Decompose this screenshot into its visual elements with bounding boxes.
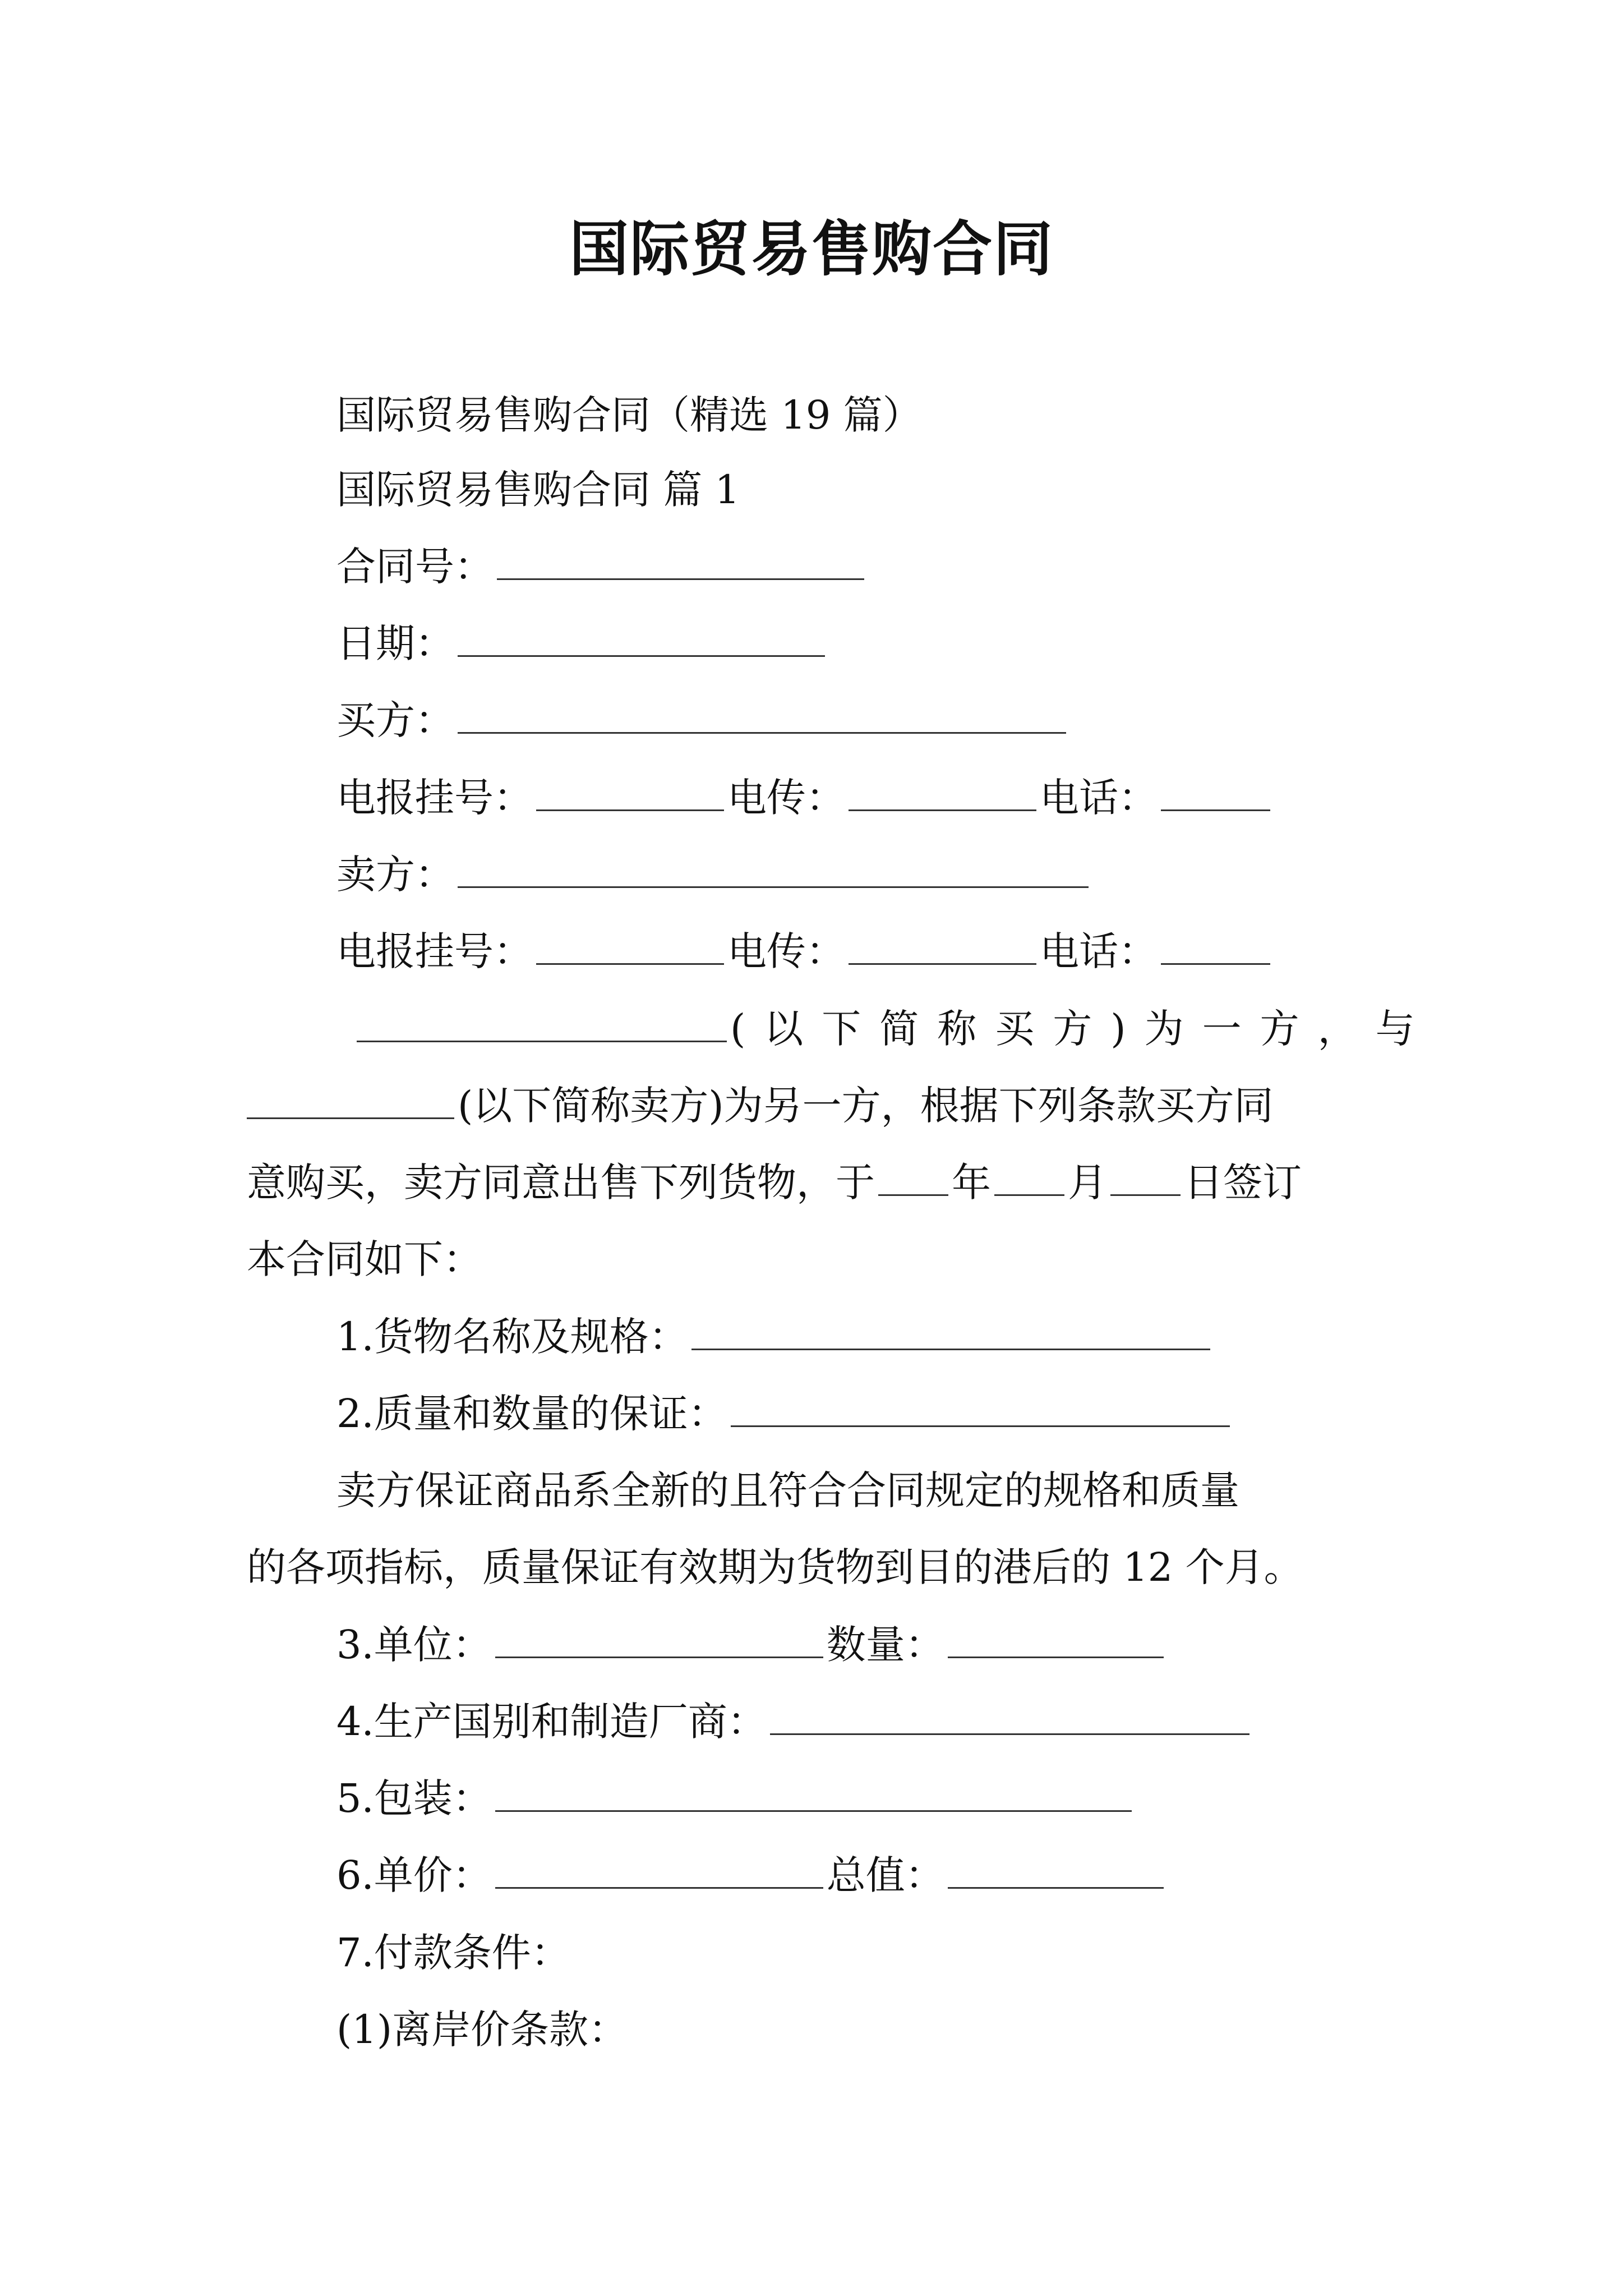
- clause-7-label: 7.付款条件：: [336, 1930, 570, 1976]
- seller-telegraph-blank[interactable]: [536, 924, 724, 965]
- buyer-phone-blank[interactable]: [1161, 770, 1270, 811]
- unit-blank[interactable]: [495, 1617, 823, 1658]
- total-value-label: 总值：: [826, 1852, 944, 1898]
- buyer-name-blank[interactable]: [357, 1001, 727, 1042]
- clause-5-label: 5.包装：: [336, 1775, 492, 1821]
- quality-line-1: 卖方保证商品系全新的且符合合同规定的规格和质量: [336, 1467, 1239, 1513]
- seller-row: [336, 846, 1092, 903]
- month-blank[interactable]: [994, 1155, 1064, 1196]
- intro-line-4: 本合同如下：: [247, 1236, 482, 1282]
- buyer-phone-label: 电话：: [1040, 775, 1158, 821]
- clause-6-row: [336, 1847, 1167, 1903]
- seller-fax-blank[interactable]: [849, 924, 1036, 965]
- seller-blank[interactable]: [458, 847, 1089, 888]
- unit-label: 3.单位：: [336, 1622, 492, 1668]
- intro-line-2-text: (以下简称卖方)为另一方，根据下列条款买方同: [458, 1083, 1274, 1129]
- clause-1-blank[interactable]: [691, 1309, 1210, 1350]
- clause-4-row: [336, 1694, 1253, 1750]
- seller-fax-label: 电传：: [727, 928, 845, 974]
- month-label: 月: [1068, 1159, 1107, 1205]
- date-blank[interactable]: [458, 616, 825, 657]
- date-row: [336, 615, 828, 671]
- buyer-contact-row: [336, 770, 1274, 826]
- year-label: 年: [952, 1159, 991, 1205]
- clause-7-1-label: (1)离岸价条款：: [336, 2007, 628, 2053]
- clause-3-row: [336, 1617, 1167, 1673]
- clause-4-blank[interactable]: [770, 1694, 1249, 1735]
- document-title: 国际贸易售购合同: [569, 214, 1054, 284]
- intro-line-2: [247, 1078, 1274, 1134]
- unit-price-blank[interactable]: [495, 1848, 823, 1889]
- clause-2-blank[interactable]: [731, 1386, 1230, 1427]
- seller-contact-row: [336, 923, 1274, 979]
- section-heading: 国际贸易售购合同 篇 1: [336, 467, 740, 513]
- date-label: 日期：: [336, 620, 454, 666]
- day-blank[interactable]: [1110, 1155, 1181, 1196]
- buyer-fax-label: 电传：: [727, 775, 845, 821]
- clause-4-label: 4.生产国别和制造厂商：: [336, 1699, 767, 1745]
- year-blank[interactable]: [878, 1155, 948, 1196]
- clause-5-row: [336, 1770, 1135, 1826]
- clause-5-blank[interactable]: [495, 1771, 1132, 1812]
- clause-2-label: 2.质量和数量的保证：: [336, 1391, 727, 1437]
- quality-line-2: 的各项指标，质量保证有效期为货物到目的港后的 12 个月。: [247, 1544, 1303, 1590]
- buyer-fax-blank[interactable]: [849, 770, 1036, 811]
- intro-line-1: [353, 1001, 1433, 1057]
- intro-line-3-text: 意购买，卖方同意出售下列货物，于: [247, 1159, 875, 1205]
- day-label: 日签订: [1184, 1159, 1302, 1205]
- buyer-row: [336, 692, 1069, 748]
- contract-number-label: 合同号：: [336, 544, 494, 590]
- contract-number-row: [336, 539, 868, 595]
- buyer-blank[interactable]: [458, 693, 1066, 734]
- seller-telegraph-label: 电报挂号：: [336, 928, 533, 974]
- buyer-label: 买方：: [336, 697, 454, 743]
- quantity-label: 数量：: [826, 1622, 944, 1668]
- buyer-telegraph-blank[interactable]: [536, 770, 724, 811]
- total-value-blank[interactable]: [948, 1848, 1164, 1889]
- buyer-telegraph-label: 电报挂号：: [336, 775, 533, 821]
- contract-number-blank[interactable]: [497, 539, 864, 580]
- quantity-blank[interactable]: [948, 1617, 1164, 1658]
- intro-line-3: [247, 1154, 1302, 1211]
- clause-1-label: 1.货物名称及规格：: [336, 1314, 688, 1360]
- seller-name-blank[interactable]: [247, 1078, 454, 1119]
- subtitle: 国际贸易售购合同（精选 19 篇）: [336, 392, 922, 438]
- intro-line-1-text: (以下简称买方)为一方，与: [730, 1006, 1433, 1052]
- unit-price-label: 6.单价：: [336, 1852, 492, 1898]
- clause-2-row: [336, 1386, 1233, 1442]
- seller-label: 卖方：: [336, 852, 454, 898]
- clause-1-row: [336, 1309, 1214, 1365]
- seller-phone-blank[interactable]: [1161, 924, 1270, 965]
- seller-phone-label: 电话：: [1040, 928, 1158, 974]
